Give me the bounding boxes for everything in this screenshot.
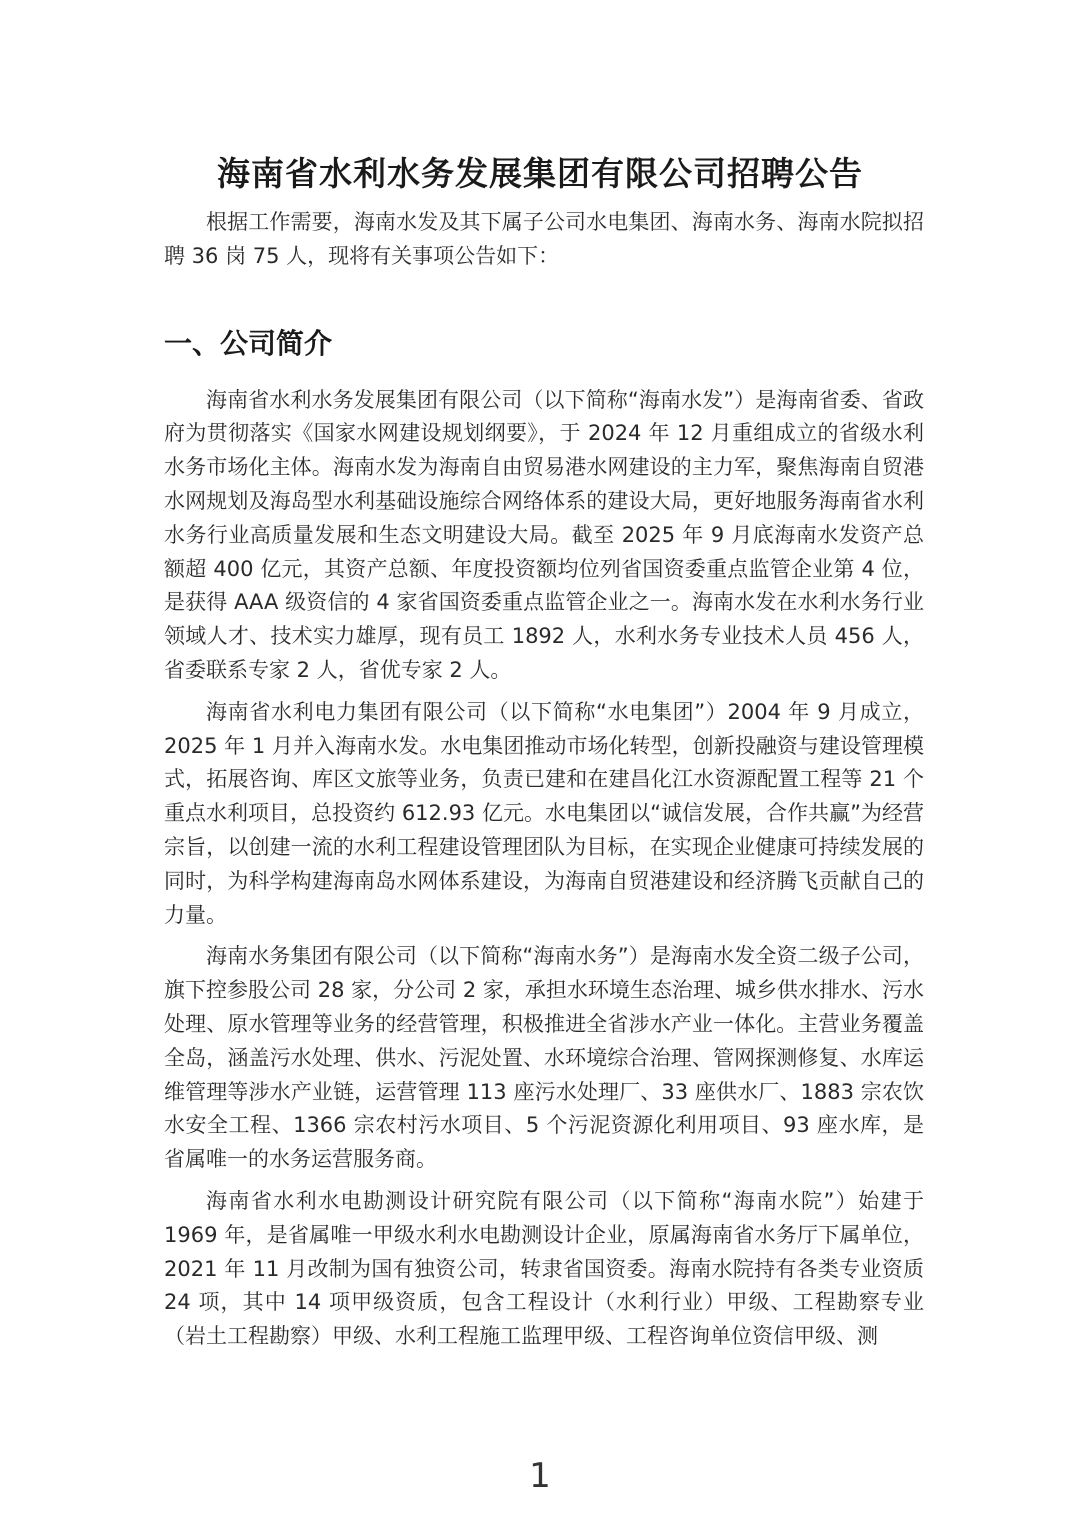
- intro-paragraph: 根据工作需要，海南水发及其下属子公司水电集团、海南水务、海南水院拟招聘 36 岗 75 人，现将有关事项公告如下：: [164, 210, 924, 268]
- paragraph-hainan-water-development: 海南省水利水务发展集团有限公司（以下简称“海南水发”）是海南省委、省政府为贯彻落实《国家水网建设规划纲要》，于 2024 年 12 月重组成立的省级水利水务市场化主体。海南水发为海南自由贸易港水网建设的主力军，聚焦海南自贸港水网规划及海岛型水利基础设施综合网络体系的建设大局，更好地服务海南省水利水务行业高质量发展和生态文明建设大局。截至 2025 年 9 月底海南水发资产总额超 400 亿元，其资产总额、年度投资额均位列省国资委重点监管企业第 4 位，是获得 AAA 级资信的 4 家省国资委重点监管企业之一。海南水发在水利水务行业领域人才、技术实力雄厚，现有员工 1892 人，水利水务专业技术人员 456 人，省委联系专家 2 人，省优专家 2 人。: [164, 387, 924, 682]
- section-heading-company-profile: 一、公司简介: [164, 326, 333, 360]
- document-title: 海南省水利水务发展集团有限公司招聘公告: [217, 154, 863, 193]
- document-body: [164, 206, 924, 1362]
- paragraph-hydropower-group: 海南省水利电力集团有限公司（以下简称“水电集团”）2004 年 9 月成立，2025 年 1 月并入海南水发。水电集团推动市场化转型，创新投融资与建设管理模式，拓展咨询、库区文旅等业务，负责已建和在建昌化江水资源配置工程等 21 个重点水利项目，总投资约 612.93 亿元。水电集团以“诚信发展，合作共赢”为经营宗旨，以创建一流的水利工程建设管理团队为目标，在实现企业健康可持续发展的同时，为科学构建海南岛水网体系建设，为海南自贸港建设和经济腾飞贡献自己的力量。: [164, 699, 924, 927]
- page-number: 1: [529, 1456, 551, 1496]
- paragraph-hainan-water-institute: 海南省水利水电勘测设计研究院有限公司（以下简称“海南水院”）始建于 1969 年，是省属唯一甲级水利水电勘测设计企业，原属海南省水务厅下属单位，2021 年 11 月改制为国有独资公司，转隶省国资委。海南水院持有各类专业资质 24 项，其中 14 项甲级资质，包含工程设计（水利行业）甲级、工程勘察专业（岩土工程勘察）甲级、水利工程施工监理甲级、工程咨询单位资信甲级、测: [164, 1188, 924, 1349]
- paragraph-hainan-water-affairs: 海南水务集团有限公司（以下简称“海南水务”）是海南水发全资二级子公司，旗下控参股公司 28 家，分公司 2 家，承担水环境生态治理、城乡供水排水、污水处理、原水管理等业务的经营管理，积极推进全省涉水产业一体化。主营业务覆盖全岛，涵盖污水处理、供水、污泥处置、水环境综合治理、管网探测修复、水库运维管理等涉水产业链，运营管理 113 座污水处理厂、33 座供水厂、1883 宗农饮水安全工程、1366 宗农村污水项目、5 个污泥资源化利用项目、93 座水库，是省属唯一的水务运营服务商。: [164, 944, 924, 1172]
